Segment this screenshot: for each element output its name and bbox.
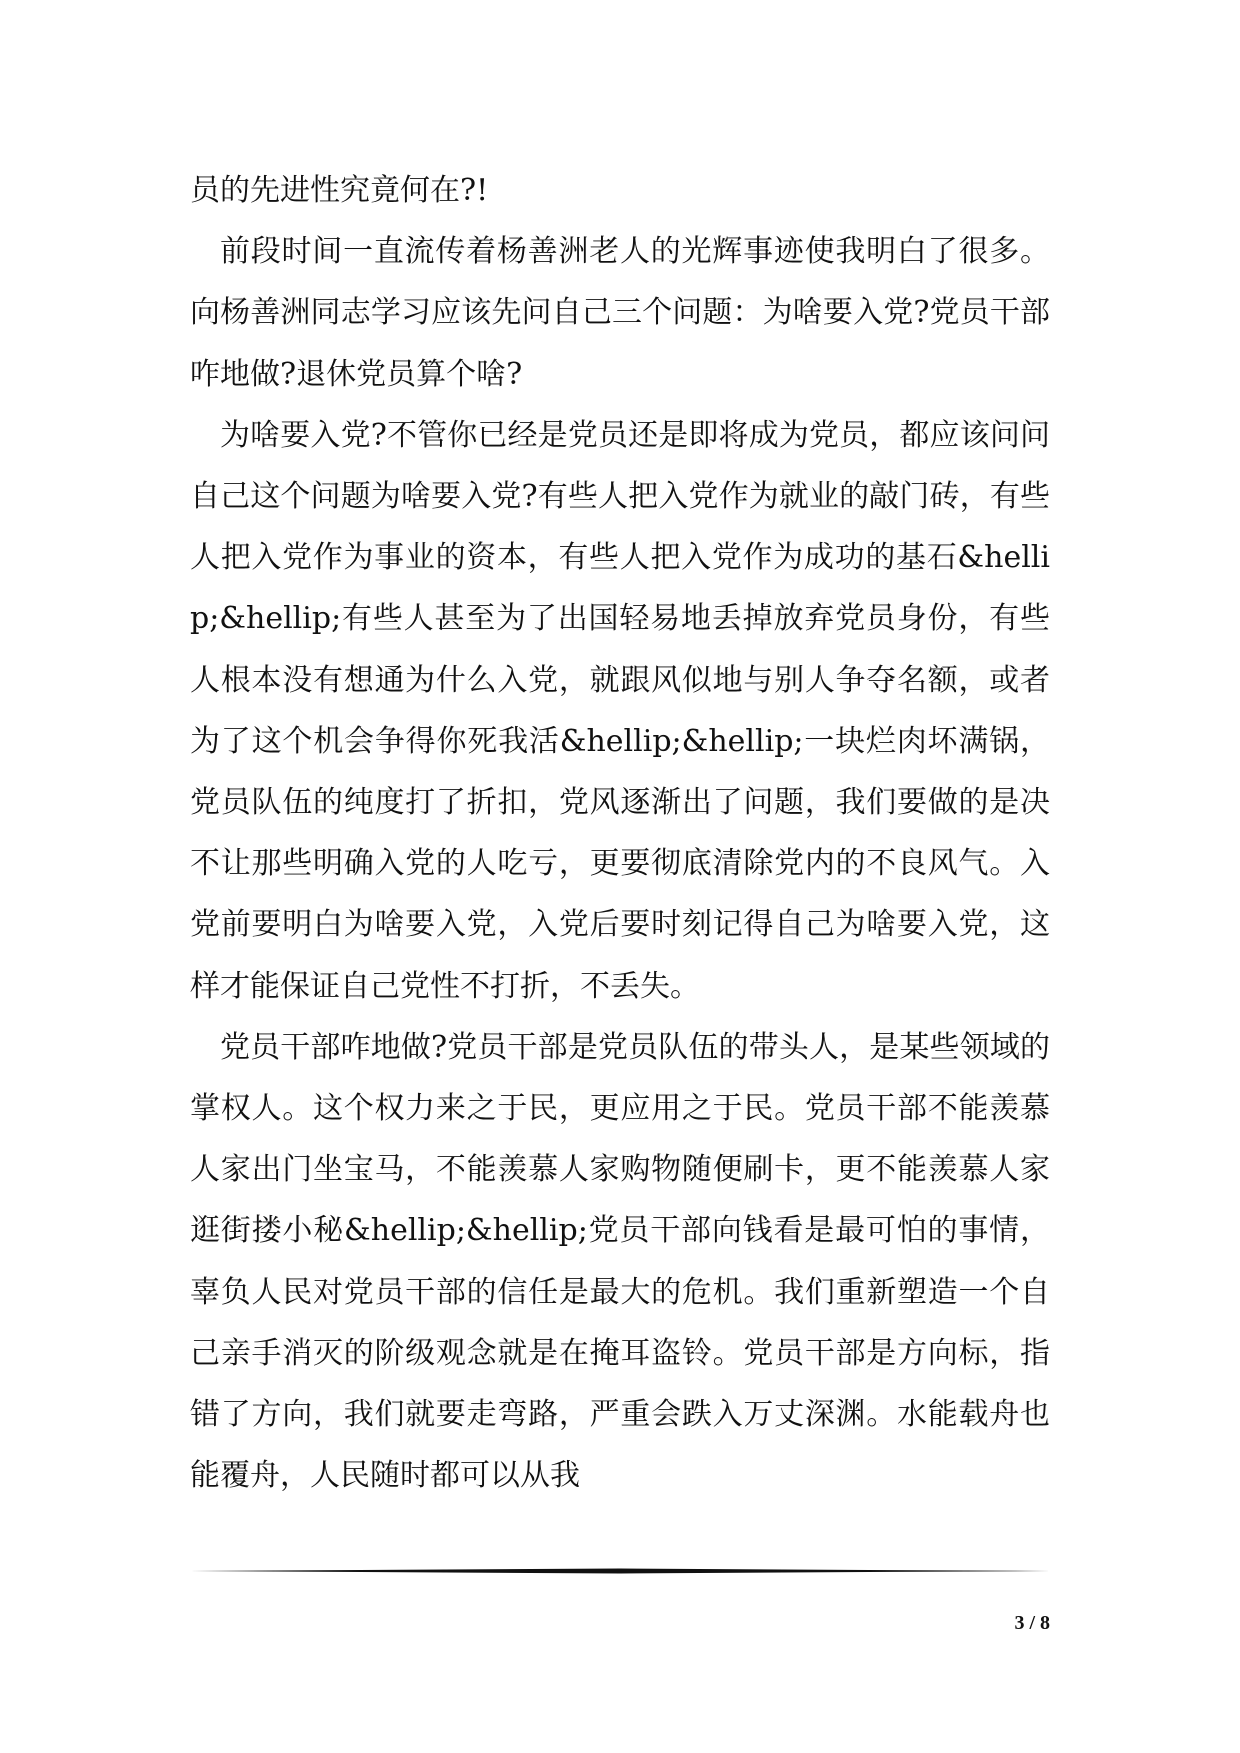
page-number: 3 / 8: [1014, 1612, 1050, 1634]
paragraph-cadres-conduct: 党员干部咋地做?党员干部是党员队伍的带头人，是某些领域的掌权人。这个权力来之于民，更应用之于民。党员干部不能羡慕人家出门坐宝马，不能羡慕人家购物随便刷卡，更不能羡慕人家逛街搂小秘&hellip;&hellip;党员干部向钱看是最可怕的事情，辜负人民对党员干部的信任是最大的危机。我们重新塑造一个自己亲手消灭的阶级观念就是在掩耳盗铃。党员干部是方向标，指错了方向，我们就要走弯路，严重会跌入万丈深渊。水能载舟也能覆舟，人民随时都可以从我: [190, 1029, 1050, 1494]
body-text: [190, 160, 1050, 1506]
paragraph-yang-shanzhou: 前段时间一直流传着杨善洲老人的光辉事迹使我明白了很多。向杨善洲同志学习应该先问自己三个问题：为啥要入党?党员干部咋地做?退休党员算个啥?: [190, 234, 1050, 392]
paragraph-why-join-party: 为啥要入党?不管你已经是党员还是即将成为党员，都应该问问自己这个问题为啥要入党?有些人把入党作为就业的敲门砖，有些人把入党作为事业的资本，有些人把入党作为成功的基石&hellip;&hellip;有些人甚至为了出国轻易地丢掉放弃党员身份，有些人根本没有想通为什么入党，就跟风似地与别人争夺名额，或者为了这个机会争得你死我活&hellip;&hellip;一块烂肉坏满锅，党员队伍的纯度打了折扣，党风逐渐出了问题，我们要做的是决不让那些明确入党的人吃亏，更要彻底清除党内的不良风气。入党前要明白为啥要入党，入党后要时刻记得自己为啥要入党，这样才能保证自己党性不打折，不丢失。: [190, 417, 1050, 1004]
paragraph-continuation: 员的先进性究竟何在?!: [190, 173, 489, 208]
footer-divider: [190, 1568, 1050, 1574]
